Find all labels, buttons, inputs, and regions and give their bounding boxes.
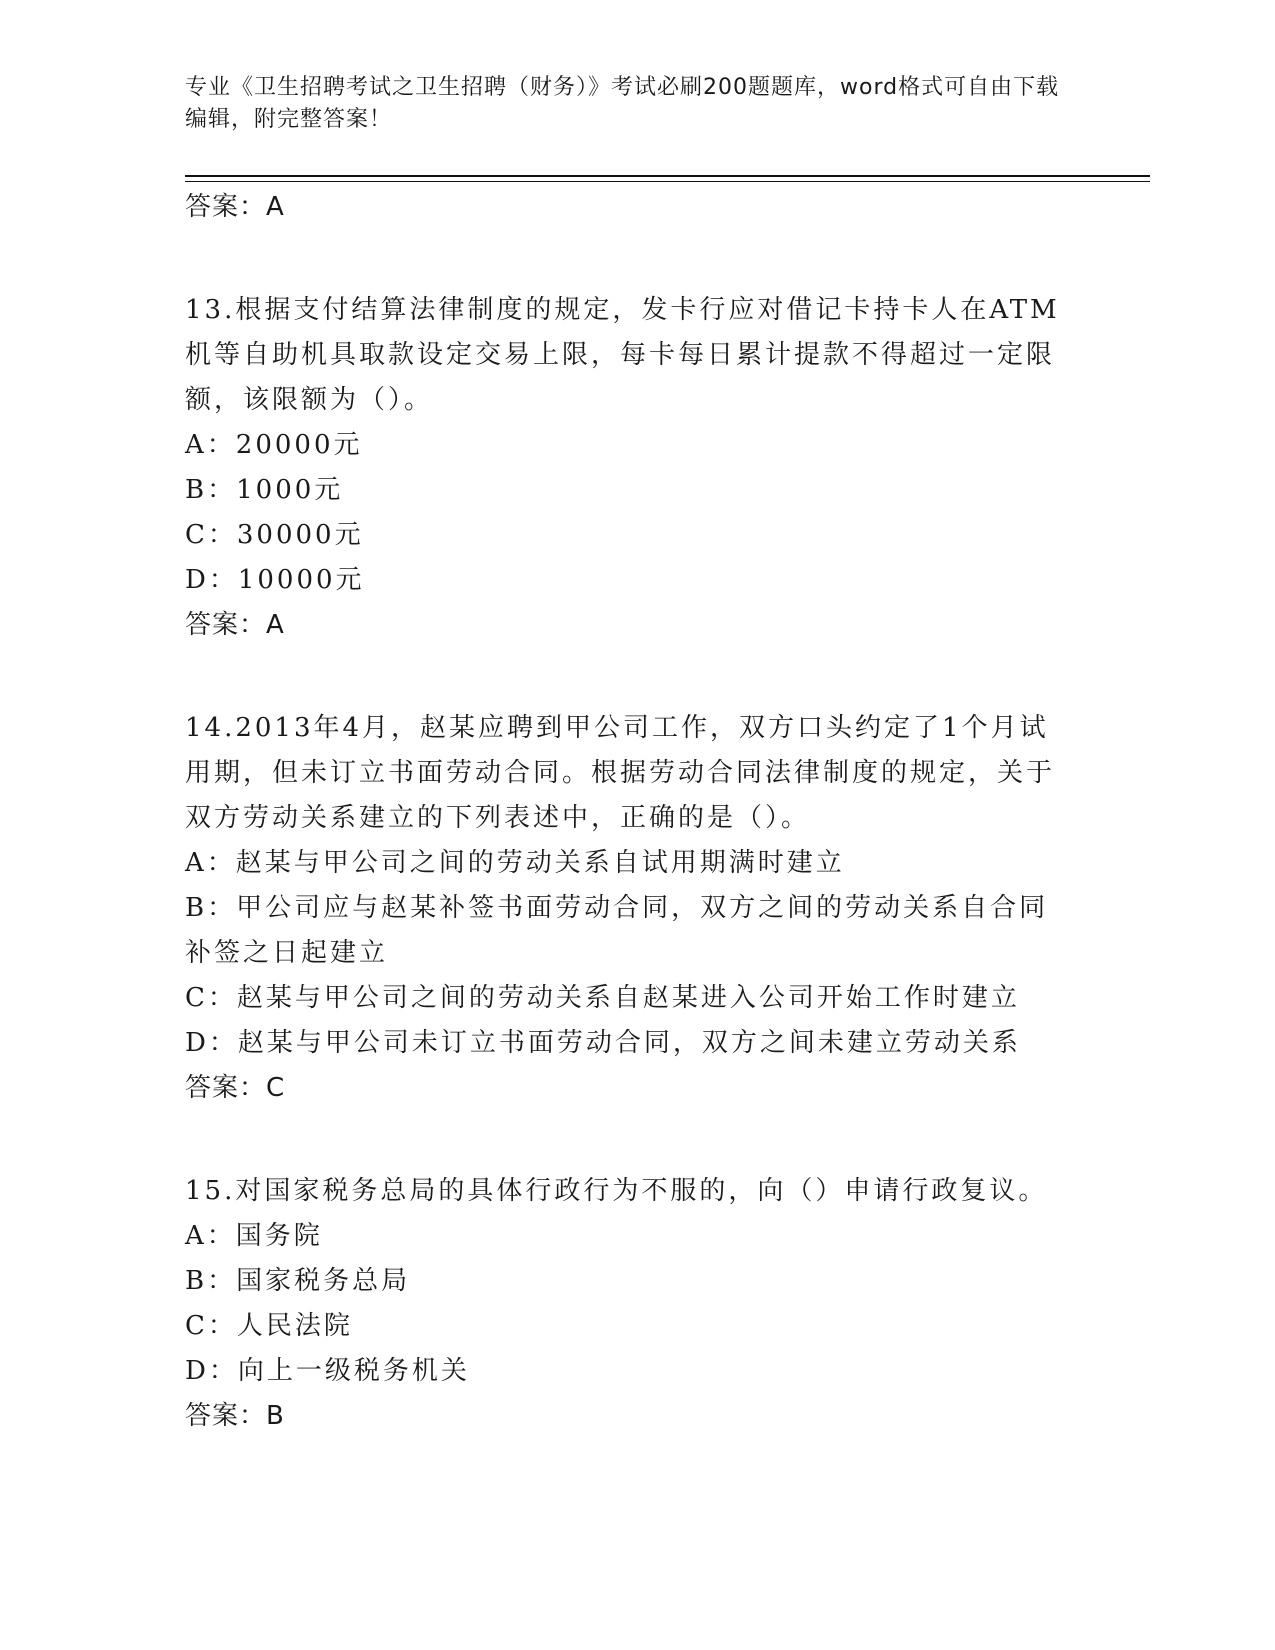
question-stem: 15.对国家税务总局的具体行政行为不服的，向（）申请行政复议。 bbox=[185, 1176, 1048, 1206]
document-body bbox=[185, 185, 1065, 1439]
option-b: B：甲公司应与赵某补签书面劳动合同，双方之间的劳动关系自合同补签之日起建立 bbox=[185, 893, 1049, 968]
option-d: D：向上一级税务机关 bbox=[185, 1356, 470, 1386]
option-d: D：10000元 bbox=[185, 565, 365, 595]
answer: 答案：B bbox=[185, 1401, 285, 1431]
header-rule-thick bbox=[185, 175, 1150, 177]
question-stem: 14.2013年4月，赵某应聘到甲公司工作，双方口头约定了1个月试用期，但未订立书面劳动合同。根据劳动合同法律制度的规定，关于双方劳动关系建立的下列表述中，正确的是（）。 bbox=[185, 713, 1056, 833]
previous-answer: 答案：A bbox=[185, 192, 285, 222]
page-header-text: 专业《卫生招聘考试之卫生招聘（财务）》考试必刷200题题库，word格式可自由下载编辑，附完整答案！ bbox=[185, 75, 1060, 132]
option-a: A：赵某与甲公司之间的劳动关系自试用期满时建立 bbox=[185, 848, 845, 878]
option-c: C：30000元 bbox=[185, 520, 364, 550]
option-d: D：赵某与甲公司未订立书面劳动合同，双方之间未建立劳动关系 bbox=[185, 1028, 1021, 1058]
question-15 bbox=[185, 1169, 1065, 1439]
question-14 bbox=[185, 706, 1065, 1111]
option-c: C：赵某与甲公司之间的劳动关系自赵某进入公司开始工作时建立 bbox=[185, 983, 1020, 1013]
option-a: A：国务院 bbox=[185, 1221, 323, 1251]
answer: 答案：A bbox=[185, 610, 285, 640]
option-a: A：20000元 bbox=[185, 430, 363, 460]
header-rule-thin bbox=[185, 181, 1150, 182]
option-b: B：国家税务总局 bbox=[185, 1266, 411, 1296]
question-13 bbox=[185, 288, 1065, 648]
option-c: C：人民法院 bbox=[185, 1311, 353, 1341]
answer: 答案：C bbox=[185, 1073, 286, 1103]
question-stem: 13.根据支付结算法律制度的规定，发卡行应对借记卡持卡人在ATM机等自助机具取款设定交易上限，每卡每日累计提款不得超过一定限额，该限额为（）。 bbox=[185, 295, 1060, 415]
option-b: B：1000元 bbox=[185, 475, 344, 505]
